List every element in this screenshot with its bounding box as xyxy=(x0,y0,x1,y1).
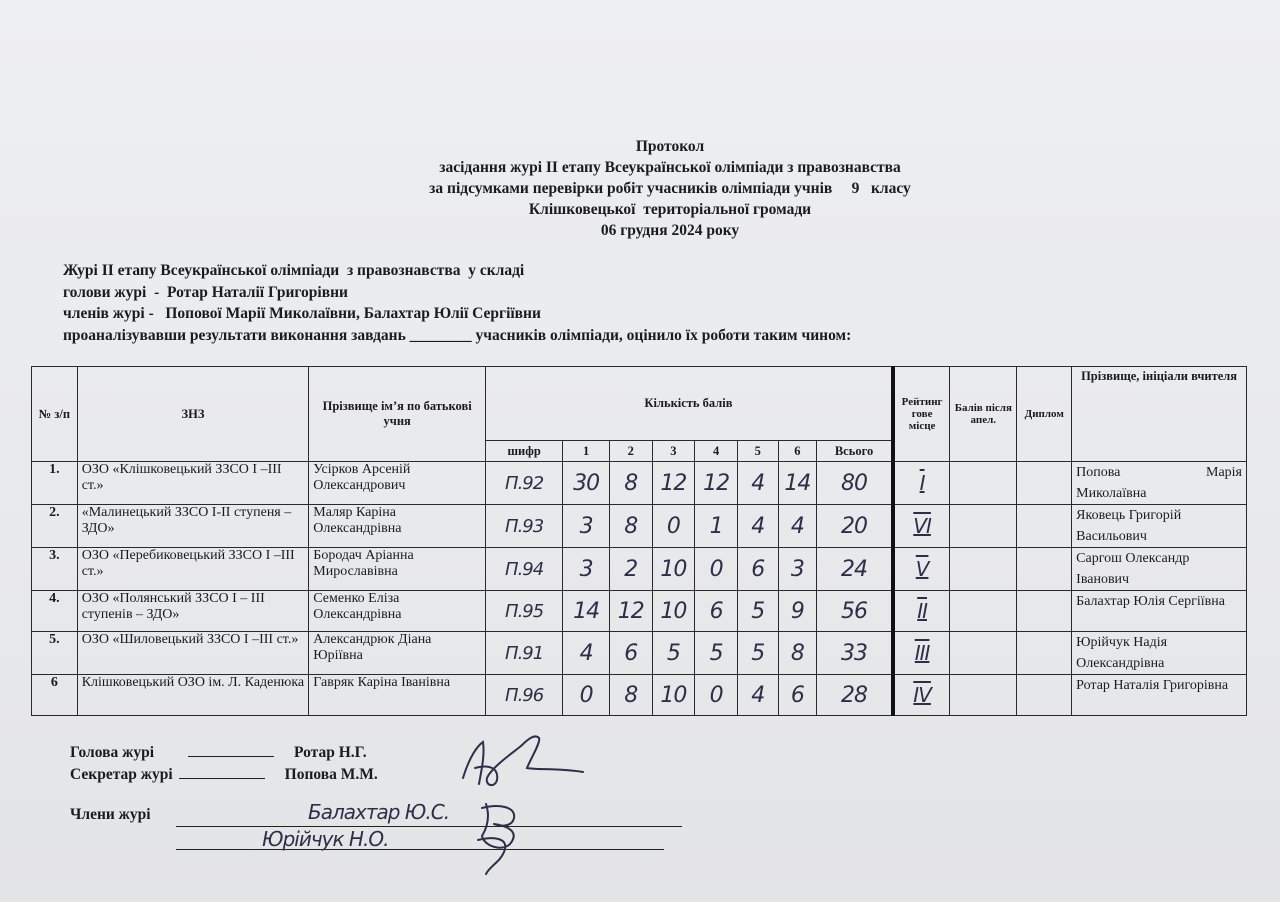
row-score-1: 14 xyxy=(563,591,610,632)
row-score-3: 10 xyxy=(652,675,695,716)
row-score-5: 4 xyxy=(737,462,778,505)
subheader-task-1: 1 xyxy=(563,441,610,462)
row-diploma xyxy=(1017,591,1072,632)
header-appeal: Балів після апел. xyxy=(950,367,1017,462)
header-date: 06 грудня 2024 року xyxy=(600,222,740,239)
row-num: 2. xyxy=(32,505,78,548)
row-student: Александрюк Діана Юріївна xyxy=(309,632,486,675)
row-score-6: 14 xyxy=(778,462,817,505)
row-score-4: 0 xyxy=(695,675,738,716)
table-header-row xyxy=(32,367,1247,441)
row-appeal xyxy=(950,591,1017,632)
intro-line-2: голови журі - Ротар Наталії Григорівни xyxy=(63,283,348,301)
row-school: «Малинецький ЗЗСО І-ІІ ступеня – ЗДО» xyxy=(77,505,309,548)
row-school: ОЗО «Клішковецький ЗЗСО І –ІІІ ст.» xyxy=(77,462,309,505)
subheader-task-2: 2 xyxy=(609,441,652,462)
member-line-1 xyxy=(176,826,682,827)
row-cipher: П.96 xyxy=(486,675,563,716)
row-school: ОЗО «Перебиковецький ЗЗСО І –ІІІ ст.» xyxy=(77,548,309,591)
header-line-1: засідання журі ІІ етапу Всеукраїнської олімпіади з правознавства xyxy=(439,159,901,176)
row-rank: V xyxy=(893,548,950,591)
row-score-6: 8 xyxy=(778,632,817,675)
row-rank: IV xyxy=(893,675,950,716)
header-line-3: Клішковецької територіальної громади xyxy=(528,201,812,218)
row-score-6: 9 xyxy=(778,591,817,632)
row-num: 3. xyxy=(32,548,78,591)
table-row xyxy=(32,591,1247,632)
member1-handwritten-name: Балахтар Ю.С. xyxy=(308,800,450,824)
head-label: Голова журі xyxy=(70,744,155,761)
row-appeal xyxy=(950,462,1017,505)
intro-line-4: проаналізувавши результати виконання завдань ________ учасників олімпіади, оцінило їх роботи таким чином: xyxy=(63,326,852,344)
protocol-title: Протокол xyxy=(635,138,705,155)
row-diploma xyxy=(1017,632,1072,675)
header-rating: Рейтинг гове місце xyxy=(893,367,950,462)
row-school: Клішковецький ОЗО ім. Л. Каденюка xyxy=(77,675,309,716)
row-score-3: 0 xyxy=(652,505,695,548)
signature-block xyxy=(70,742,378,786)
row-student: Бородач Аріанна Мирославівна xyxy=(309,548,486,591)
row-score-3: 5 xyxy=(652,632,695,675)
row-diploma xyxy=(1017,505,1072,548)
subheader-task-4: 4 xyxy=(695,441,738,462)
header-teacher: Прізвище, ініціали вчителя xyxy=(1072,367,1247,462)
row-score-4: 0 xyxy=(695,548,738,591)
row-rank: VI xyxy=(893,505,950,548)
row-teacher-patronymic: Миколаївна xyxy=(1076,486,1147,501)
row-score-6: 3 xyxy=(778,548,817,591)
subheader-total: Всього xyxy=(817,441,893,462)
document-header xyxy=(300,136,1040,241)
row-student: Гавряк Каріна Іванівна xyxy=(309,675,486,716)
intro-text xyxy=(63,260,851,346)
row-score-5: 5 xyxy=(737,591,778,632)
row-score-5: 4 xyxy=(737,675,778,716)
table-row xyxy=(32,462,1247,505)
row-cipher: П.92 xyxy=(486,462,563,505)
row-student: Усірков Арсеній Олександрович xyxy=(309,462,486,505)
subheader-cipher: шифр xyxy=(486,441,563,462)
row-score-3: 10 xyxy=(652,591,695,632)
header-student: Прізвище ім’я по батькові учня xyxy=(309,367,486,462)
row-student: Маляр Каріна Олександрівна xyxy=(309,505,486,548)
row-score-3: 10 xyxy=(652,548,695,591)
member-signature-mark xyxy=(464,796,544,880)
secretary-signature-line xyxy=(70,764,378,786)
row-student: Семенко Еліза Олександрівна xyxy=(309,591,486,632)
intro-line-1: Журі ІІ етапу Всеукраїнської олімпіади з правознавства у складі xyxy=(63,262,525,279)
row-rank: I xyxy=(893,462,950,505)
row-score-4: 1 xyxy=(695,505,738,548)
row-cipher: П.91 xyxy=(486,632,563,675)
row-total: 33 xyxy=(817,632,893,675)
row-score-4: 5 xyxy=(695,632,738,675)
row-total: 28 xyxy=(817,675,893,716)
secretary-name: Попова М.М. xyxy=(284,766,378,783)
row-school: ОЗО «Шиловецький ЗЗСО І –ІІІ ст.» xyxy=(77,632,309,675)
row-num: 4. xyxy=(32,591,78,632)
results-table xyxy=(31,366,1247,716)
row-teacher: Юрійчук Надія Олександрівна xyxy=(1072,632,1247,675)
row-school: ОЗО «Полянський ЗЗСО І – ІІІ ступенів – ЗДО» xyxy=(77,591,309,632)
row-appeal xyxy=(950,548,1017,591)
row-score-2: 2 xyxy=(609,548,652,591)
row-teacher: Ротар Наталія Григорівна xyxy=(1072,675,1247,716)
row-score-4: 6 xyxy=(695,591,738,632)
row-teacher: Яковець Григорій Васильович xyxy=(1072,505,1247,548)
head-signature-mark xyxy=(455,728,595,792)
row-cipher: П.93 xyxy=(486,505,563,548)
row-total: 24 xyxy=(817,548,893,591)
row-teacher: Балахтар Юлія Сергіївна xyxy=(1072,591,1247,632)
head-signature-line xyxy=(70,742,378,764)
row-cipher: П.95 xyxy=(486,591,563,632)
row-score-5: 5 xyxy=(737,632,778,675)
row-num: 5. xyxy=(32,632,78,675)
header-line-2: за підсумками перевірки робіт учасників олімпіади учнів 9 класу xyxy=(429,180,911,197)
row-appeal xyxy=(950,675,1017,716)
row-diploma xyxy=(1017,462,1072,505)
row-teacher-firstname: Марія xyxy=(1206,465,1242,480)
intro-line-3: членів журі - Попової Марії Миколаївни, Балахтар Юлії Сергіївни xyxy=(63,305,541,322)
row-score-1: 3 xyxy=(563,548,610,591)
row-total: 56 xyxy=(817,591,893,632)
row-score-1: 3 xyxy=(563,505,610,548)
table-row xyxy=(32,505,1247,548)
table-row xyxy=(32,675,1247,716)
row-rank: II xyxy=(893,591,950,632)
header-num: № з/п xyxy=(32,367,78,462)
row-total: 80 xyxy=(817,462,893,505)
row-score-2: 8 xyxy=(609,675,652,716)
row-score-2: 12 xyxy=(609,591,652,632)
row-score-2: 8 xyxy=(609,505,652,548)
row-cipher: П.94 xyxy=(486,548,563,591)
row-num: 1. xyxy=(32,462,78,505)
header-points: Кількість балів xyxy=(486,367,893,441)
subheader-task-6: 6 xyxy=(778,441,817,462)
member2-handwritten-name: Юрійчук Н.О. xyxy=(262,827,389,851)
row-diploma xyxy=(1017,675,1072,716)
row-score-6: 4 xyxy=(778,505,817,548)
row-score-2: 6 xyxy=(609,632,652,675)
row-teacher xyxy=(1072,462,1247,505)
header-diploma: Диплом xyxy=(1017,367,1072,462)
row-score-3: 12 xyxy=(652,462,695,505)
member-line-2 xyxy=(176,849,664,850)
row-score-1: 0 xyxy=(563,675,610,716)
secretary-label: Секретар журі xyxy=(70,766,173,783)
row-score-6: 6 xyxy=(778,675,817,716)
row-score-2: 8 xyxy=(609,462,652,505)
table-row xyxy=(32,632,1247,675)
row-rank: III xyxy=(893,632,950,675)
row-diploma xyxy=(1017,548,1072,591)
row-appeal xyxy=(950,632,1017,675)
header-school: ЗНЗ xyxy=(77,367,309,462)
row-appeal xyxy=(950,505,1017,548)
row-score-4: 12 xyxy=(695,462,738,505)
row-score-1: 30 xyxy=(563,462,610,505)
row-teacher: Саргош Олександр Іванович xyxy=(1072,548,1247,591)
row-score-1: 4 xyxy=(563,632,610,675)
row-score-5: 6 xyxy=(737,548,778,591)
row-score-5: 4 xyxy=(737,505,778,548)
table-row xyxy=(32,548,1247,591)
row-total: 20 xyxy=(817,505,893,548)
subheader-task-5: 5 xyxy=(737,441,778,462)
head-name: Ротар Н.Г. xyxy=(294,744,367,761)
members-label: Члени журі xyxy=(70,806,151,823)
row-teacher-surname: Попова xyxy=(1076,465,1121,480)
subheader-task-3: 3 xyxy=(652,441,695,462)
row-num: 6 xyxy=(32,675,78,716)
